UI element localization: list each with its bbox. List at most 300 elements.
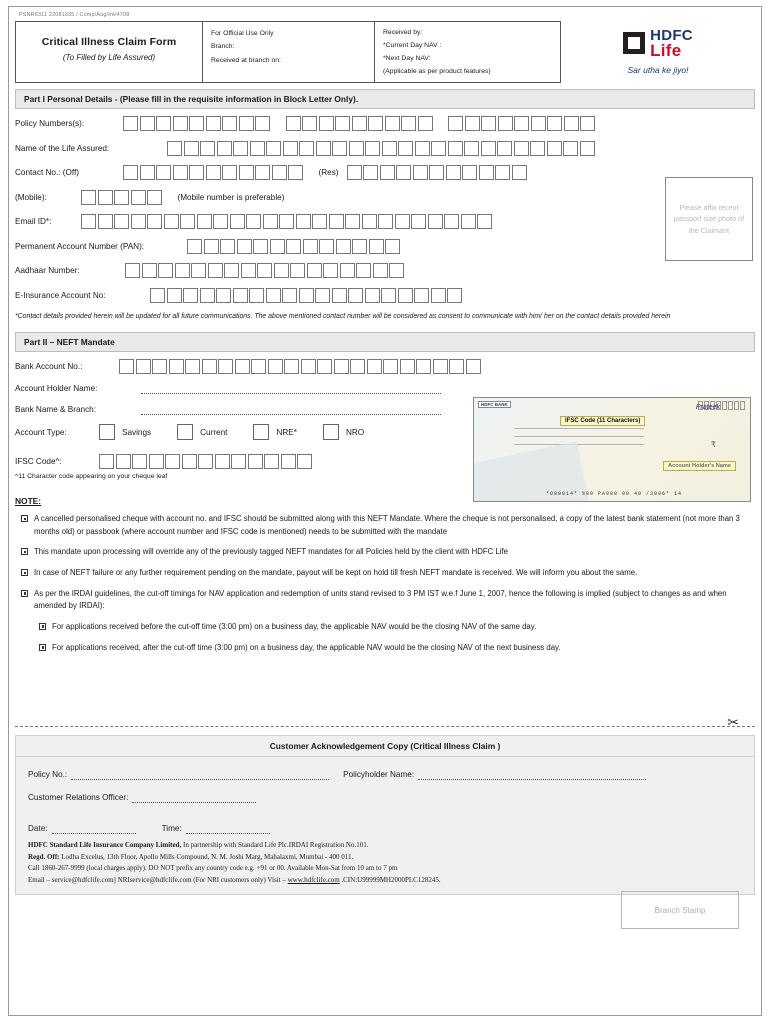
input-cell[interactable] (200, 288, 215, 303)
input-cell[interactable] (125, 263, 140, 278)
input-cell[interactable] (286, 116, 301, 131)
ack-date-input[interactable] (52, 823, 136, 834)
input-cell[interactable] (481, 116, 496, 131)
input-cell[interactable] (250, 141, 265, 156)
sample-cheque-image (473, 397, 751, 502)
input-cell[interactable] (185, 359, 200, 374)
label-contact-off: Contact No.: (Off) (15, 168, 80, 177)
label-account-holder-name: Account Holder Name: (15, 384, 98, 394)
input-cell[interactable] (131, 190, 146, 205)
input-cell[interactable] (290, 263, 305, 278)
input-cell[interactable] (268, 359, 283, 374)
input-cell[interactable] (149, 454, 164, 469)
checkbox-nre[interactable] (253, 424, 269, 440)
input-cell[interactable] (206, 116, 221, 131)
input-cell[interactable] (332, 141, 347, 156)
page-subtitle: (To Filled by Life Assured) (62, 53, 156, 62)
input-cell[interactable] (156, 116, 171, 131)
input-cell[interactable] (465, 116, 480, 131)
input-cell[interactable] (464, 141, 479, 156)
input-cell[interactable] (373, 263, 388, 278)
input-cell[interactable] (383, 359, 398, 374)
input-cell[interactable] (389, 263, 404, 278)
label-nre: NRE* (276, 427, 297, 437)
input-cell[interactable] (140, 116, 155, 131)
input-cell[interactable] (215, 454, 230, 469)
input-cell[interactable] (206, 165, 221, 180)
checkbox-current[interactable] (177, 424, 193, 440)
input-cell[interactable] (362, 214, 377, 229)
note-item (15, 588, 755, 613)
note-sub-text: For applications received before the cut-off time (3:00 pm) on a business day, the applicable NAV would be the closing NAV of the same day. (52, 621, 537, 631)
input-cell[interactable] (189, 165, 204, 180)
input-cell[interactable] (249, 288, 264, 303)
input-cell[interactable] (119, 359, 134, 374)
input-cell[interactable] (466, 359, 481, 374)
input-cell[interactable] (263, 214, 278, 229)
label-ack-policyholder-name: Policyholder Name: (343, 770, 415, 780)
input-cell[interactable] (286, 239, 301, 254)
input-cell[interactable] (297, 454, 312, 469)
official-use-branch: Branch: (211, 43, 235, 51)
input-cell[interactable] (239, 116, 254, 131)
label-ack-policy-no: Policy No.: (28, 770, 68, 780)
input-cell[interactable] (418, 116, 433, 131)
policy-numbers-group-2[interactable] (286, 116, 435, 131)
input-cell[interactable] (564, 116, 579, 131)
input-cell[interactable] (165, 454, 180, 469)
input-cell[interactable] (448, 141, 463, 156)
policy-numbers-group-1[interactable] (123, 116, 272, 131)
label-name-of-life-assured: Name of the Life Assured: (15, 143, 110, 153)
input-cell[interactable] (173, 116, 188, 131)
input-cell[interactable] (180, 214, 195, 229)
ifsc-footnote: ^11 Character code appearing on your cheque leaf (15, 473, 168, 481)
input-cell[interactable] (184, 141, 199, 156)
input-cell[interactable] (317, 359, 332, 374)
footer-regd-rest: Lodha Excelus, 13th Floor, Apollo Mills Compound, N. M. Joshi Marg, Mahalaxmi, Mumbai - 400 011. (59, 852, 354, 861)
legal-footer (16, 834, 754, 886)
row-bank-account-no (15, 359, 755, 374)
input-cell[interactable] (152, 359, 167, 374)
cheque-bank-label: HDFC BANK (478, 401, 511, 408)
part2-section-bar: Part II – NEFT Mandate (15, 332, 755, 352)
input-cell[interactable] (416, 359, 431, 374)
input-cell[interactable] (251, 359, 266, 374)
input-cell[interactable] (303, 239, 318, 254)
footer-cin: .CIN:U99999MH2000PLC128245. (339, 875, 441, 884)
input-cell[interactable] (428, 214, 443, 229)
input-cell[interactable] (114, 214, 129, 229)
input-cell[interactable] (213, 214, 228, 229)
ack-policy-no-input[interactable] (71, 769, 329, 780)
input-cell[interactable] (98, 214, 113, 229)
ack-policyholder-name-input[interactable] (418, 769, 646, 780)
input-cell[interactable] (307, 263, 322, 278)
input-cell[interactable] (208, 263, 223, 278)
input-cell[interactable] (411, 214, 426, 229)
label-aadhaar: Aadhaar Number: (15, 266, 80, 275)
input-cell[interactable] (272, 165, 287, 180)
input-cell[interactable] (167, 288, 182, 303)
input-cell[interactable] (363, 165, 378, 180)
input-cell[interactable] (352, 116, 367, 131)
label-ifsc-code: IFSC Code^: (15, 457, 62, 467)
ack-cro-input[interactable] (132, 792, 256, 803)
input-cell[interactable] (335, 116, 350, 131)
input-cell[interactable] (530, 141, 545, 156)
input-cell[interactable] (114, 190, 129, 205)
input-cell[interactable] (345, 214, 360, 229)
row-aadhaar (15, 263, 755, 278)
input-cell[interactable] (281, 454, 296, 469)
input-cell[interactable] (350, 359, 365, 374)
input-cell[interactable] (183, 288, 198, 303)
input-cell[interactable] (398, 141, 413, 156)
input-cell[interactable] (239, 165, 254, 180)
label-ack-cro: Customer Relations Officer: (28, 793, 129, 803)
input-cell[interactable] (274, 263, 289, 278)
input-cell[interactable] (164, 214, 179, 229)
account-type-current[interactable] (177, 424, 227, 440)
input-cell[interactable] (514, 141, 529, 156)
input-cell[interactable] (246, 214, 261, 229)
input-cell[interactable] (131, 214, 146, 229)
footer-call-line: Call 1860-267-9999 (local charges apply). DO NOT prefix any country code e.g. +91 or 00. Available Mon-Sat from 10 am to 7 pm (28, 864, 398, 873)
form-outer-border (8, 6, 762, 1016)
input-cell[interactable] (230, 214, 245, 229)
input-cell[interactable] (461, 214, 476, 229)
input-cell[interactable] (547, 116, 562, 131)
part1-section-bar: Part I Personal Details - (Please fill in the requisite information in Block Letter Only). (15, 89, 755, 109)
hdfc-logo-icon (623, 32, 645, 54)
input-cell[interactable] (198, 454, 213, 469)
input-cell[interactable] (182, 454, 197, 469)
input-cell[interactable] (187, 239, 202, 254)
footer-company-name: HDFC Standard Life Insurance Company Limited, (28, 841, 182, 850)
input-cell[interactable] (352, 239, 367, 254)
claimant-photo-box: Please affix recent passport size photo of the Claimant (665, 177, 753, 261)
input-cell[interactable] (220, 239, 235, 254)
label-pan: Permanent Account Number (PAN): (15, 241, 145, 251)
input-cell[interactable] (116, 454, 131, 469)
input-cell[interactable] (123, 165, 138, 180)
input-cell[interactable] (224, 263, 239, 278)
input-cell[interactable] (319, 239, 334, 254)
input-cell[interactable] (282, 288, 297, 303)
mobile-hint: (Mobile number is preferable) (177, 192, 285, 202)
input-cell[interactable] (340, 263, 355, 278)
note-sub-item (33, 621, 755, 634)
input-cell[interactable] (433, 359, 448, 374)
input-cell[interactable] (323, 263, 338, 278)
label-bank-account-no: Bank Account No.: (15, 361, 83, 371)
official-use-cell (203, 21, 375, 83)
note-item (15, 567, 755, 580)
scissors-icon: ✂ (727, 714, 739, 731)
row-account-holder-name (15, 383, 755, 394)
note-text: This mandate upon processing will override any of the previously tagged NEFT mandates for all Policies held by the client with HDFC Life (34, 547, 508, 557)
cheque-holder-callout: Account Holder's Name (663, 461, 736, 471)
contact-res-boxes[interactable] (347, 165, 529, 180)
input-cell[interactable] (218, 359, 233, 374)
input-cell[interactable] (369, 239, 384, 254)
tear-off-line (15, 714, 755, 731)
input-cell[interactable] (169, 359, 184, 374)
footer-website-link[interactable]: www.hdfclife.com (287, 875, 340, 884)
input-cell[interactable] (334, 359, 349, 374)
pan-boxes[interactable] (187, 239, 402, 254)
input-cell[interactable] (336, 239, 351, 254)
input-cell[interactable] (495, 165, 510, 180)
input-cell[interactable] (216, 288, 231, 303)
input-cell[interactable] (222, 165, 237, 180)
official-use-received-at: Received at branch on: (211, 56, 281, 64)
acknowledgement-copy (15, 735, 755, 915)
input-cell[interactable] (378, 214, 393, 229)
input-cell[interactable] (255, 165, 270, 180)
input-cell[interactable] (140, 165, 155, 180)
bank-name-branch-input[interactable] (141, 404, 441, 415)
bank-account-boxes[interactable] (119, 359, 482, 374)
input-cell[interactable] (132, 454, 147, 469)
input-cell[interactable] (235, 359, 250, 374)
input-cell[interactable] (299, 141, 314, 156)
footer-email-line (28, 875, 742, 887)
note-text: As per the IRDAI guidelines, the cut-off timings for NAV application and redemption of units stand revised to 3 PM IST w.e.f June 1, 2007, hence the following is implied (subject to changes as and when amended by IRDAI): (34, 588, 727, 611)
input-cell[interactable] (231, 454, 246, 469)
bullet-icon (21, 590, 28, 597)
input-cell[interactable] (173, 165, 188, 180)
name-input-boxes[interactable] (167, 141, 596, 156)
form-title-cell (15, 21, 203, 83)
input-cell[interactable] (429, 165, 444, 180)
input-cell[interactable] (253, 239, 268, 254)
input-cell[interactable] (396, 165, 411, 180)
note-text: A cancelled personalised cheque with account no. and IFSC should be submitted along with this NEFT Mandate. Where the cheque is not personalised, a copy of the latest bank statement (not more than 3 months old) or passbook (where account number and IFSC code is mentioned) needs to be submitted with the mandate (34, 514, 740, 536)
input-cell[interactable] (481, 141, 496, 156)
footer-company-rest: In partnership with Standard Life Plc.IRDAI Registration No.101. (181, 841, 369, 850)
input-cell[interactable] (512, 165, 527, 180)
input-cell[interactable] (347, 165, 362, 180)
input-cell[interactable] (312, 214, 327, 229)
input-cell[interactable] (381, 288, 396, 303)
aadhaar-boxes[interactable] (125, 263, 406, 278)
input-cell[interactable] (446, 165, 461, 180)
brand-logo (561, 21, 755, 83)
next-day-nav: *Next Day NAV: (383, 54, 431, 62)
input-cell[interactable] (498, 116, 513, 131)
account-holder-name-input[interactable] (141, 383, 441, 394)
input-cell[interactable] (299, 288, 314, 303)
input-cell[interactable] (385, 116, 400, 131)
input-cell[interactable] (233, 288, 248, 303)
input-cell[interactable] (279, 214, 294, 229)
input-cell[interactable] (233, 141, 248, 156)
bullet-icon (39, 623, 46, 630)
cheque-signature: Prateek (695, 404, 720, 411)
input-cell[interactable] (237, 239, 252, 254)
input-cell[interactable] (156, 165, 171, 180)
ack-time-input[interactable] (186, 823, 270, 834)
footer-regd-label: Regd. Off: (28, 852, 60, 861)
note-text: In case of NEFT failure or any further requirement pending on the mandate, payout will be kept on hold till fresh NEFT mandate is received. We will inform you about the same. (34, 568, 638, 578)
input-cell[interactable] (385, 239, 400, 254)
contact-disclaimer: *Contact details provided herein will be updated for all future communications. The above mentioned contact number will be considered as consent to communicate with him/ her on the contact details provided herein (15, 313, 671, 320)
einsurance-boxes[interactable] (150, 288, 464, 303)
input-cell[interactable] (415, 141, 430, 156)
input-cell[interactable] (398, 288, 413, 303)
input-cell[interactable] (150, 288, 165, 303)
input-cell[interactable] (200, 141, 215, 156)
input-cell[interactable] (266, 141, 281, 156)
input-cell[interactable] (266, 288, 281, 303)
input-cell[interactable] (99, 454, 114, 469)
input-cell[interactable] (270, 239, 285, 254)
input-cell[interactable] (497, 141, 512, 156)
footer-regd-line (28, 852, 742, 864)
input-cell[interactable] (222, 116, 237, 131)
input-cell[interactable] (147, 214, 162, 229)
footer-email-pre: Email – service@hdfclife.com] NRIservice@hdfclife.com (For NRI customers only) Visit – (28, 875, 288, 884)
ack-row-policy (16, 769, 754, 780)
input-cell[interactable] (332, 288, 347, 303)
input-cell[interactable] (158, 263, 173, 278)
label-savings: Savings (122, 427, 152, 437)
input-cell[interactable] (356, 263, 371, 278)
footer-company-line (28, 840, 742, 852)
input-cell[interactable] (401, 116, 416, 131)
input-cell[interactable] (514, 116, 529, 131)
checkbox-savings[interactable] (99, 424, 115, 440)
input-cell[interactable] (197, 214, 212, 229)
account-type-options (99, 424, 390, 440)
input-cell[interactable] (248, 454, 263, 469)
input-cell[interactable] (257, 263, 272, 278)
contact-off-boxes[interactable] (123, 165, 305, 180)
input-cell[interactable] (462, 165, 477, 180)
input-cell[interactable] (98, 190, 113, 205)
input-cell[interactable] (296, 214, 311, 229)
input-cell[interactable] (367, 359, 382, 374)
ack-row-date-time (16, 823, 754, 834)
input-cell[interactable] (217, 141, 232, 156)
input-cell[interactable] (395, 214, 410, 229)
branch-stamp-box: Branch Stamp (621, 891, 739, 929)
label-policy-numbers: Policy Numbers(s): (15, 119, 85, 128)
input-cell[interactable] (365, 141, 380, 156)
input-cell[interactable] (255, 116, 270, 131)
row-contact-numbers (15, 165, 755, 180)
input-cell[interactable] (241, 263, 256, 278)
input-cell[interactable] (449, 359, 464, 374)
input-cell[interactable] (580, 141, 595, 156)
input-cell[interactable] (136, 359, 151, 374)
input-cell[interactable] (204, 239, 219, 254)
input-cell[interactable] (301, 359, 316, 374)
checkbox-nro[interactable] (323, 424, 339, 440)
input-cell[interactable] (444, 214, 459, 229)
input-cell[interactable] (431, 288, 446, 303)
row-email (15, 214, 755, 229)
account-type-nro[interactable] (323, 424, 364, 440)
input-cell[interactable] (400, 359, 415, 374)
input-cell[interactable] (348, 288, 363, 303)
mobile-boxes[interactable] (81, 190, 164, 205)
input-cell[interactable] (316, 141, 331, 156)
input-cell[interactable] (580, 116, 595, 131)
input-cell[interactable] (284, 359, 299, 374)
input-cell[interactable] (380, 165, 395, 180)
input-cell[interactable] (264, 454, 279, 469)
ack-row-cro (16, 792, 754, 803)
input-cell[interactable] (167, 141, 182, 156)
print-code: PSNR6311 22081635 / Comp/Aug/Int/4708 (19, 12, 130, 18)
input-cell[interactable] (147, 190, 162, 205)
input-cell[interactable] (202, 359, 217, 374)
input-cell[interactable] (477, 214, 492, 229)
input-cell[interactable] (448, 116, 463, 131)
account-type-savings[interactable] (99, 424, 151, 440)
account-type-nre[interactable] (253, 424, 296, 440)
input-cell[interactable] (413, 165, 428, 180)
input-cell[interactable] (414, 288, 429, 303)
label-ack-date: Date: (28, 824, 48, 834)
input-cell[interactable] (531, 116, 546, 131)
note-item (15, 546, 755, 559)
input-cell[interactable] (382, 141, 397, 156)
form-header (15, 21, 755, 83)
nav-applicable-note: (Applicable as per product features) (383, 67, 491, 75)
policy-numbers-group-3[interactable] (448, 116, 597, 131)
input-cell[interactable] (191, 263, 206, 278)
input-cell[interactable] (81, 214, 96, 229)
label-account-type: Account Type: (15, 427, 67, 437)
official-use-heading: For Official Use Only (211, 30, 274, 37)
logo-tagline: Sar utha ke jiyo! (627, 65, 689, 76)
input-cell[interactable] (329, 214, 344, 229)
input-cell[interactable] (563, 141, 578, 156)
input-cell[interactable] (142, 263, 157, 278)
input-cell[interactable] (315, 288, 330, 303)
label-email: Email ID*: (15, 217, 52, 226)
received-by-cell (375, 21, 561, 83)
input-cell[interactable] (189, 116, 204, 131)
input-cell[interactable] (365, 288, 380, 303)
input-cell[interactable] (283, 141, 298, 156)
logo-line-1: HDFC (650, 26, 693, 44)
row-mobile (15, 190, 755, 205)
input-cell[interactable] (123, 116, 138, 131)
label-mobile: (Mobile): (15, 192, 47, 202)
input-cell[interactable] (319, 116, 334, 131)
input-cell[interactable] (81, 190, 96, 205)
input-cell[interactable] (288, 165, 303, 180)
input-cell[interactable] (547, 141, 562, 156)
label-nro: NRO (345, 427, 365, 437)
input-cell[interactable] (302, 116, 317, 131)
input-cell[interactable] (368, 116, 383, 131)
bullet-icon (21, 569, 28, 576)
email-boxes[interactable] (81, 214, 494, 229)
input-cell[interactable] (175, 263, 190, 278)
ifsc-boxes[interactable] (99, 454, 314, 469)
row-policy-numbers (15, 116, 755, 131)
input-cell[interactable] (349, 141, 364, 156)
input-cell[interactable] (479, 165, 494, 180)
input-cell[interactable] (431, 141, 446, 156)
input-cell[interactable] (447, 288, 462, 303)
